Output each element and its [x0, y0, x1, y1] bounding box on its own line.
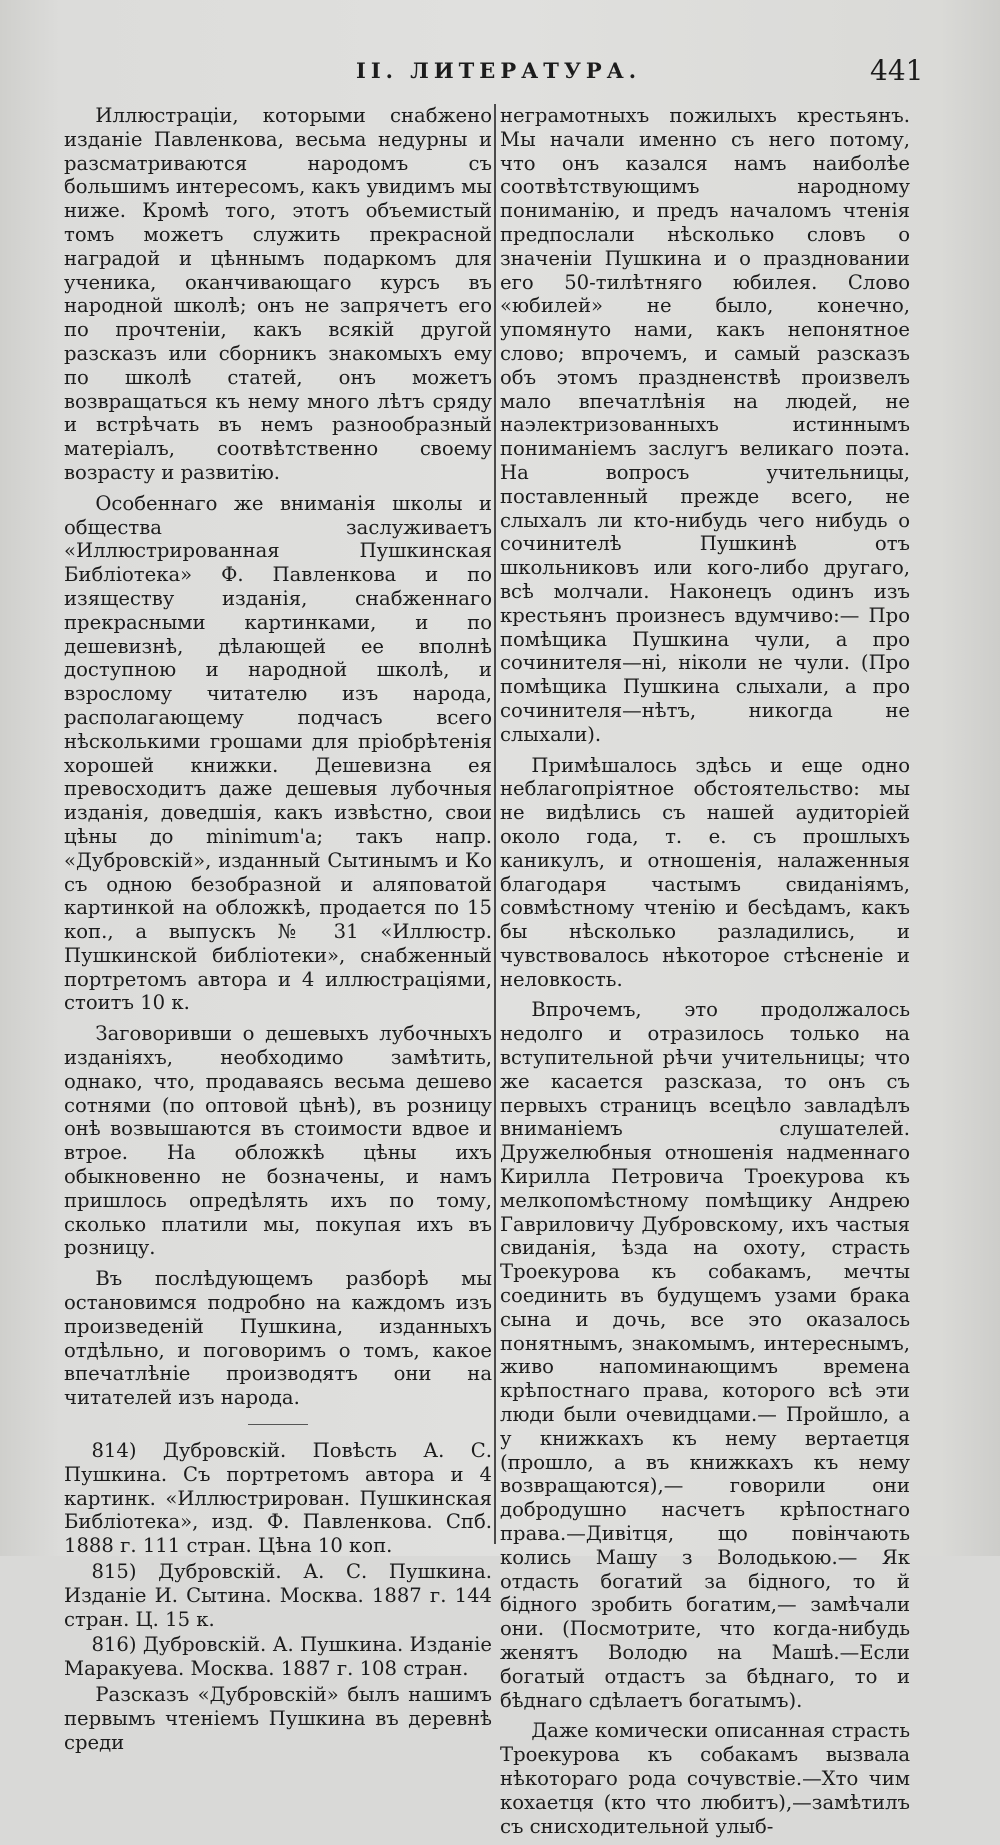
paragraph: Особеннаго же вниманія школы и общества заслуживаетъ «Иллюстрированная Пушкинская Библіотека» Ф. Павленкова и по изяществу изданія, снабженнаго прекрасными картинками, и по дешевизнѣ, дѣлающей ее вполнѣ доступною и народной школѣ, и взрослому читателю изъ народа, располагающему подчасъ всего нѣсколькими грошами для пріобрѣтенія хорошей книжки. Дешевизна ея превосходитъ даже дешевыя лубочныя изданія, доведшія, какъ извѣстно, свои цѣны до minimum'а; такъ напр. «Дубровскій», изданный Сытинымъ и Ко съ одною безобразной и аляповатой картинкой на обложкѣ, продается по 15 коп., а выпускъ № 31 «Иллюстр. Пушкинской библіотеки», снабженный портретомъ автора и 4 иллюстраціями, стоитъ 10 к. — [64, 491, 492, 1015]
page-header — [0, 54, 1000, 98]
footnote: 814) Дубровскій. Повѣсть А. С. Пушкина. Съ портретомъ автора и 4 картинк. «Иллюстрирован. Пушкинская Библіотека», изд. Ф. Павленкова. Спб. 1888 г. 111 стран. Цѣна 10 коп. — [64, 1439, 492, 1558]
paragraph: Разсказъ «Дубровскій» былъ нашимъ первымъ чтеніемъ Пушкина въ деревнѣ среди — [64, 1683, 492, 1754]
paragraph: Заговоривши о дешевыхъ лубочныхъ изданіяхъ, необходимо замѣтить, однако, что, продаваясь весьма дешево сотнями (по оптовой цѣнѣ), въ розницу онѣ возвышаются въ стоимости вдвое и втрое. На обложкѣ цѣны ихъ обыкновенно не бозначены, и намъ пришлось опредѣлять ихъ по тому, сколько платили мы, покупая ихъ въ розницу. — [64, 1022, 492, 1260]
page-number: 441 — [870, 54, 924, 87]
left-column — [64, 104, 492, 1761]
paragraph: Даже комически описанная страсть Троекурова къ собакамъ вызвала нѣкотораго рода сочувствіе.—Хто чим кохаетця (кто что любитъ),—замѣтилъ съ снисходительной улыб- — [500, 1719, 910, 1838]
right-column — [500, 104, 910, 1845]
footnote: 815) Дубровскій. А. С. Пушкина. Изданіе И. Сытина. Москва. 1887 г. 144 стран. Ц. 15 к. — [64, 1560, 492, 1631]
paragraph: неграмотныхъ пожилыхъ крестьянъ. Мы начали именно съ него потому, что онъ казался намъ наиболѣе соотвѣтствующимъ народному пониманію, и предъ началомъ чтенія предпослали нѣсколько словъ о значеніи Пушкина и о праздновании его 50-тилѣтняго юбилея. Слово «юбилей» не было, конечно, упомянуто нами, какъ непонятное слово; впрочемъ, и самый разсказъ объ этомъ праздненствѣ произвелъ мало впечатлѣнія на людей, не наэлектризованныхъ истиннымъ пониманіемъ заслугъ великаго поэта. На вопросъ учительницы, поставленный прежде всего, не слыхалъ ли кто-нибудь чего нибудь о сочинителѣ Пушкинѣ отъ школьниковъ или кого-либо другаго, всѣ молчали. Наконецъ одинъ изъ крестьянъ произнесъ вдумчиво:— Про помѣщика Пушкина чули, а про сочинителя—нi, нiколи не чули. (Про помѣщика Пушкина слыхали, а про сочинителя—нѣтъ, никогда не слыхали). — [500, 104, 910, 746]
running-head: II. ЛИТЕРАТУРА. — [356, 58, 642, 83]
paragraph: Примѣшалось здѣсь и еще одно неблагопріятное обстоятельство: мы не видѣлись съ нашей аудиторіей около года, т. е. съ прошлыхъ каникулъ, и отношенія, налаженныя благодаря частымъ свиданіямъ, совмѣстному чтенію и бесѣдамъ, какъ бы нѣсколько разладились, и чувствовалось нѣкоторое стѣсненіе и неловкость. — [500, 753, 910, 991]
paragraph: Впрочемъ, это продолжалось недолго и отразилось только на вступительной рѣчи учительницы; что же касается разсказа, то онъ съ первыхъ страницъ всецѣло завладѣлъ вниманіемъ слушателей. Дружелюбныя отношенія надменнаго Кирилла Петровича Троекурова къ мелкопомѣстному помѣщику Андрею Гавриловичу Дубровскому, ихъ частыя свиданія, ѣзда на охоту, страсть Троекурова къ собакамъ, мечты соединить въ будущемъ узами брака сына и дочь, все это оказалось понятнымъ, знакомымъ, интереснымъ, живо напоминающимъ времена крѣпостнаго права, которого всѣ эти люди были очевидцами.— Пройшло, а у книжкахъ къ нему вертаетця (прошло, а въ книжкахъ къ нему возвращаются),— говорили они добродушно насчетъ крѣпостнаго права.—Дивітця, що повінчають колись Машу з Володькою.— Як отдасть богатий за бідного, то й бідного зробить богатим,— замѣчали они. (Посмотрите, что когда-нибудь женятъ Володю на Машѣ.—Если богатый отдастъ за бѣднаго, то и бѣднаго сдѣлаетъ богатымъ). — [500, 998, 910, 1712]
column-divider — [494, 104, 496, 1544]
paragraph: Иллюстраціи, которыми снабжено изданіе Павленкова, весьма недурны и разсматриваются народомъ съ большимъ интересомъ, какъ увидимъ мы ниже. Кромѣ того, этотъ объемистый томъ можетъ служить прекрасной наградой и цѣннымъ подаркомъ для ученика, оканчивающаго курсъ въ народной школѣ; онъ не запрячетъ его по прочтеніи, какъ всякій другой разсказъ или сборникъ знакомыхъ ему по школѣ статей, онъ можетъ возвращаться къ нему много лѣтъ сряду и встрѣчать въ немъ разнообразный матеріалъ, соотвѣтственно своему возрасту и развитію. — [64, 104, 492, 484]
footnote: 816) Дубровскій. А. Пушкина. Изданіе Маракуева. Москва. 1887 г. 108 стран. — [64, 1633, 492, 1681]
section-divider — [248, 1424, 308, 1425]
paragraph: Въ послѣдующемъ разборѣ мы остановимся подробно на каждомъ изъ произведеній Пушкина, изданныхъ отдѣльно, и поговоримъ о томъ, какое впечатлѣніе производятъ они на читателей изъ народа. — [64, 1267, 492, 1410]
